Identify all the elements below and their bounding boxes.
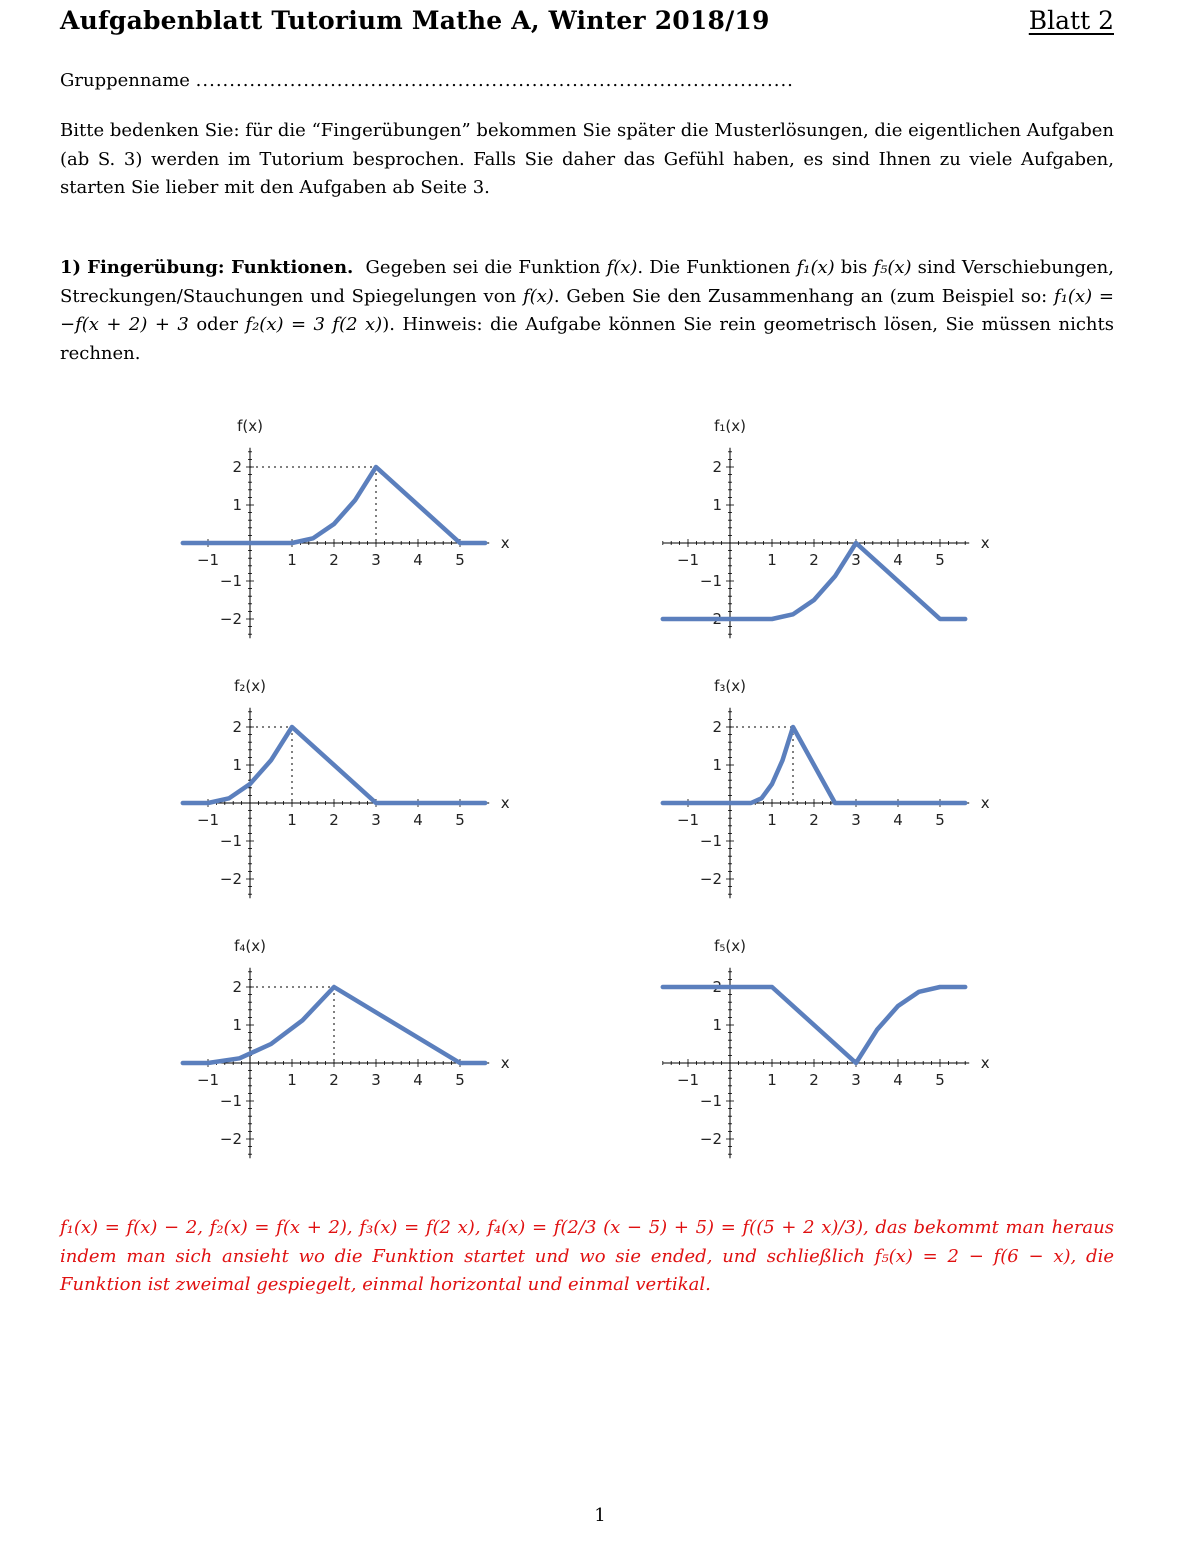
x-tick-label: 4 — [893, 811, 903, 829]
group-name-line — [60, 70, 1114, 91]
x-tick-label: −1 — [196, 811, 220, 829]
exercise-number: 1) — [60, 257, 82, 278]
y-tick-label: 1 — [232, 496, 242, 514]
y-tick-label: 2 — [232, 458, 242, 476]
y-tick-label: −1 — [699, 1092, 722, 1110]
y-tick-label: −1 — [699, 832, 722, 850]
y-tick-label: −2 — [699, 610, 722, 628]
x-tick-label: 3 — [851, 811, 861, 829]
y-tick-label: 2 — [232, 978, 242, 996]
x-tick-label: 4 — [413, 551, 423, 569]
y-tick-label: 2 — [712, 458, 722, 476]
x-tick-label: 5 — [935, 1071, 945, 1089]
page-number: 1 — [594, 1505, 606, 1526]
exercise-text-c: bis — [840, 257, 868, 278]
x-tick-label: −1 — [676, 551, 700, 569]
x-tick-label: 1 — [767, 811, 777, 829]
y-tick-label: 1 — [232, 1016, 242, 1034]
math-example-2: f₂(x) = 3 f(2 x) — [245, 314, 383, 335]
plot-f3 — [660, 673, 1000, 923]
y-tick-label: 2 — [232, 718, 242, 736]
x-tick-label: 1 — [767, 1071, 777, 1089]
solution-line-1: f₁(x) = f(x) − 2, f₂(x) = f(x + 2), f₃(x) = f(2 x), f₄(x) = f(2/3 (x − 5) + 5) = f((5 + 2 x)/3), das bekommt man heraus indem man sich ansieht wo die Funktion startet und wo sie ended, und schließlich — [60, 1217, 1114, 1267]
y-tick-label: −2 — [219, 1130, 242, 1148]
y-axis-label: f₄(x) — [234, 937, 266, 955]
x-tick-label: 3 — [851, 1071, 861, 1089]
x-tick-label: 2 — [329, 811, 339, 829]
x-tick-label: −1 — [196, 1071, 220, 1089]
y-tick-label: 2 — [712, 978, 722, 996]
plot-f1 — [660, 413, 1000, 663]
plot-f5 — [660, 933, 1000, 1183]
x-tick-label: 2 — [329, 551, 339, 569]
function-curve — [183, 467, 485, 543]
y-tick-label: 1 — [712, 1016, 722, 1034]
exercise-text-f: oder — [196, 314, 238, 335]
solution-text — [60, 1214, 1114, 1300]
x-tick-label: 5 — [935, 551, 945, 569]
function-curve — [663, 727, 965, 803]
exercise-text-g: ). Hinweis: die Aufgabe können Sie rein geometrisch lösen, Sie müssen nichts rechnen. — [60, 314, 1114, 364]
exercise-1-text — [60, 254, 1114, 368]
math-f5x: f₅(x) — [873, 257, 912, 278]
exercise-text-d: sind Verschiebungen, Streckungen/Stauchungen und Spiegelungen von — [60, 257, 1115, 307]
y-tick-label: 1 — [712, 756, 722, 774]
y-tick-label: 1 — [712, 496, 722, 514]
x-axis-label: x — [500, 794, 510, 812]
math-f1x: f₁(x) — [796, 257, 835, 278]
x-tick-label: −1 — [676, 1071, 700, 1089]
group-name-label: Gruppenname — [60, 70, 190, 91]
y-tick-label: −1 — [699, 572, 722, 590]
y-tick-label: 1 — [232, 756, 242, 774]
y-axis-label: f₂(x) — [234, 677, 266, 695]
y-tick-label: −2 — [219, 610, 242, 628]
y-tick-label: −1 — [219, 572, 242, 590]
x-tick-label: 2 — [809, 1071, 819, 1089]
y-axis-label: f₃(x) — [714, 677, 746, 695]
math-fx: f(x) — [606, 257, 638, 278]
x-tick-label: 5 — [455, 811, 465, 829]
y-tick-label: −2 — [699, 870, 722, 888]
x-tick-label: −1 — [196, 551, 220, 569]
x-axis-label: x — [980, 794, 990, 812]
y-tick-label: 2 — [712, 718, 722, 736]
solution-line-2: f₅(x) = 2 − f(6 − x), die Funktion ist zweimal gespiegelt, einmal horizontal und einmal vertikal. — [60, 1245, 1114, 1295]
x-tick-label: 1 — [287, 1071, 297, 1089]
x-tick-label: −1 — [676, 811, 700, 829]
x-tick-label: 1 — [287, 811, 297, 829]
y-tick-label: −2 — [219, 870, 242, 888]
function-curve — [183, 727, 485, 803]
plot-f — [180, 413, 520, 663]
exercise-text-a: Gegeben sei die Funktion — [365, 257, 601, 278]
x-tick-label: 4 — [893, 551, 903, 569]
y-axis-label: f₅(x) — [714, 937, 746, 955]
y-tick-label: −2 — [699, 1130, 722, 1148]
x-axis-label: x — [500, 1054, 510, 1072]
exercise-title: Fingerübung: Funktionen. — [87, 257, 354, 278]
plot-f4 — [180, 933, 520, 1183]
x-tick-label: 2 — [809, 811, 819, 829]
x-tick-label: 4 — [893, 1071, 903, 1089]
x-tick-label: 2 — [809, 551, 819, 569]
y-tick-label: −1 — [219, 1092, 242, 1110]
y-axis-label: f(x) — [237, 417, 263, 435]
x-tick-label: 5 — [455, 1071, 465, 1089]
page-header — [60, 6, 1114, 40]
sheet-number: Blatt 2 — [1028, 6, 1114, 35]
function-curve — [663, 987, 965, 1063]
x-tick-label: 3 — [371, 1071, 381, 1089]
intro-paragraph: Bitte bedenken Sie: für die “Fingerübungen” bekommen Sie später die Musterlösungen, die eigentlichen Aufgaben (ab S. 3) werden im Tutorium besprochen. Falls Sie daher das Gefühl haben, es sind Ihnen zu viele Aufgaben, starten Sie lieber mit den Aufgaben ab Seite 3. — [60, 120, 1114, 198]
x-tick-label: 4 — [413, 1071, 423, 1089]
math-example-1: f₁(x) = −f(x + 2) + 3 — [60, 285, 1114, 335]
x-axis-label: x — [980, 1054, 990, 1072]
math-fx-2: f(x) — [522, 285, 554, 307]
x-tick-label: 5 — [455, 551, 465, 569]
x-tick-label: 3 — [371, 551, 381, 569]
plot-f2 — [180, 673, 520, 923]
sheet-title: Aufgabenblatt Tutorium Mathe A, Winter 2018/19 — [60, 6, 770, 35]
y-tick-label: −1 — [219, 832, 242, 850]
x-tick-label: 3 — [851, 551, 861, 569]
group-name-dots: ......................................................................................... — [195, 70, 794, 91]
x-tick-label: 1 — [287, 551, 297, 569]
x-axis-label: x — [500, 534, 510, 552]
exercise-text-e: . Geben Sie den Zusammenhang an (zum Beispiel so: — [553, 285, 1048, 307]
x-tick-label: 2 — [329, 1071, 339, 1089]
exercise-text-b: . Die Funktionen — [637, 257, 791, 278]
x-axis-label: x — [980, 534, 990, 552]
x-tick-label: 4 — [413, 811, 423, 829]
x-tick-label: 1 — [767, 551, 777, 569]
x-tick-label: 3 — [371, 811, 381, 829]
x-tick-label: 5 — [935, 811, 945, 829]
y-axis-label: f₁(x) — [714, 417, 746, 435]
